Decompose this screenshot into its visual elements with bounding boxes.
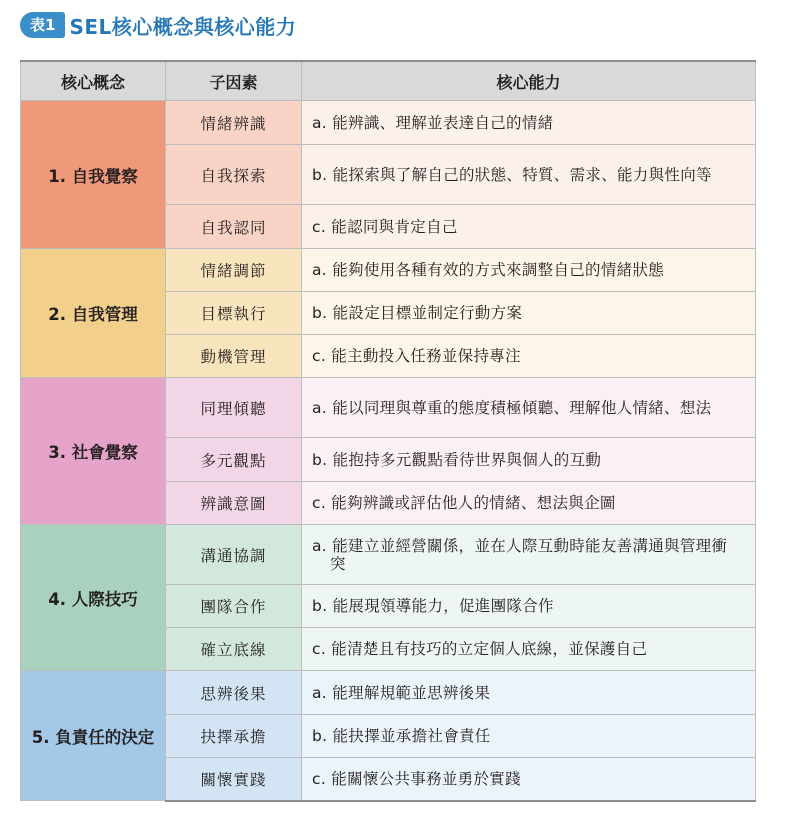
ability-text: a. 能辨識、理解並表達自己的情緒 — [312, 113, 554, 132]
ability-cell — [302, 671, 756, 715]
ability-cell — [302, 335, 756, 378]
concept-cell: 1. 自我覺察 — [21, 101, 166, 249]
ability-text: b. 能探索與了解自己的狀態、特質、需求、能力與性向等 — [312, 165, 712, 184]
sub-factor-cell: 抉擇承擔 — [166, 715, 302, 758]
ability-text: b. 能展現領導能力，促進團隊合作 — [312, 597, 554, 615]
ability-cell — [302, 628, 756, 671]
ability-text: b. 能抱持多元觀點看待世界與個人的互動 — [312, 450, 602, 469]
ability-text: c. 能夠辨識或評估他人的情緒、想法與企圖 — [312, 494, 616, 512]
sub-factor-cell: 目標執行 — [166, 292, 302, 335]
sub-factor-cell: 情緒辨識 — [166, 101, 302, 145]
ability-cell — [302, 378, 756, 438]
sub-factor-cell: 情緒調節 — [166, 249, 302, 292]
sub-factor-cell: 多元觀點 — [166, 438, 302, 482]
ability-text: c. 能主動投入任務並保持專注 — [312, 347, 521, 365]
header-ability: 核心能力 — [302, 61, 756, 101]
ability-text: a. 能建立並經營關係，並在人際互動時能友善溝通與管理衝突 — [312, 536, 728, 573]
ability-text: a. 能夠使用各種有效的方式來調整自己的情緒狀態 — [312, 261, 665, 279]
ability-cell — [302, 249, 756, 292]
concept-cell: 2. 自我管理 — [21, 249, 166, 378]
table-row — [21, 525, 756, 585]
concept-cell: 5. 負責任的決定 — [21, 671, 166, 801]
header-concept: 核心概念 — [21, 61, 166, 101]
table-row — [21, 249, 756, 292]
sub-factor-cell: 確立底線 — [166, 628, 302, 671]
sel-table — [20, 60, 756, 802]
ability-text: b. 能設定目標並制定行動方案 — [312, 304, 523, 322]
sub-factor-cell: 自我探索 — [166, 145, 302, 205]
ability-cell — [302, 292, 756, 335]
ability-cell — [302, 205, 756, 249]
concept-cell: 3. 社會覺察 — [21, 378, 166, 525]
sub-factor-cell: 團隊合作 — [166, 585, 302, 628]
ability-text: b. 能抉擇並承擔社會責任 — [312, 727, 491, 745]
table-number-badge: 表1 — [20, 12, 65, 38]
ability-cell — [302, 585, 756, 628]
concept-cell: 4. 人際技巧 — [21, 525, 166, 671]
ability-cell — [302, 482, 756, 525]
ability-cell — [302, 438, 756, 482]
sub-factor-cell: 自我認同 — [166, 205, 302, 249]
table-row — [21, 101, 756, 145]
ability-cell — [302, 525, 756, 585]
table-row — [21, 671, 756, 715]
ability-cell — [302, 715, 756, 758]
table-title: SEL核心概念與核心能力 — [69, 14, 297, 39]
ability-text: c. 能認同與肯定自己 — [312, 217, 458, 236]
table-caption — [20, 10, 296, 40]
ability-cell — [302, 145, 756, 205]
header-row — [21, 61, 756, 101]
ability-text: c. 能清楚且有技巧的立定個人底線，並保護自己 — [312, 640, 648, 658]
ability-cell — [302, 101, 756, 145]
sub-factor-cell: 辨識意圖 — [166, 482, 302, 525]
sub-factor-cell: 溝通協調 — [166, 525, 302, 585]
sub-factor-cell: 思辨後果 — [166, 671, 302, 715]
ability-text: a. 能理解規範並思辨後果 — [312, 683, 491, 702]
sub-factor-cell: 動機管理 — [166, 335, 302, 378]
sub-factor-cell: 關懷實踐 — [166, 758, 302, 801]
ability-text: a. 能以同理與尊重的態度積極傾聽、理解他人情緒、想法 — [312, 398, 712, 417]
ability-text: c. 能關懷公共事務並勇於實踐 — [312, 769, 521, 788]
ability-cell — [302, 758, 756, 801]
table-row — [21, 378, 756, 438]
header-sub-factor: 子因素 — [166, 61, 302, 101]
sub-factor-cell: 同理傾聽 — [166, 378, 302, 438]
